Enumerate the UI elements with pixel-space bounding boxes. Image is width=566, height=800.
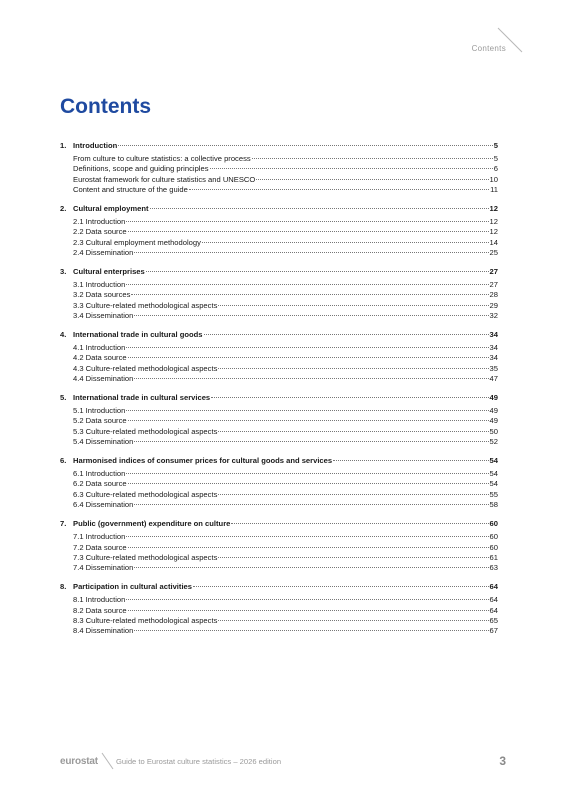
table-of-contents <box>60 141 498 645</box>
toc-chapter <box>60 393 498 447</box>
dot-leader <box>128 483 489 484</box>
section-title: 3.1 Introduction <box>73 280 126 290</box>
section-title: 3.4 Dissemination <box>73 310 134 320</box>
dot-leader <box>193 586 489 587</box>
section-title: 3.3 Culture-related methodological aspects <box>73 300 218 310</box>
toc-section-entry[interactable] <box>60 406 498 416</box>
toc-section-entry[interactable] <box>60 437 498 447</box>
section-page-number: 58 <box>489 499 498 509</box>
running-header: Contents <box>471 44 506 53</box>
chapter-title: Harmonised indices of consumer prices for cultural goods and services <box>73 456 333 466</box>
toc-section-entry[interactable] <box>60 364 498 374</box>
toc-section-entry[interactable] <box>60 626 498 636</box>
section-page-number: 60 <box>489 542 498 552</box>
section-title: 3.2 Data sources <box>73 290 131 300</box>
section-title: 2.1 Introduction <box>73 217 126 227</box>
section-title: 8.1 Introduction <box>73 595 126 605</box>
toc-section-entry[interactable] <box>60 343 498 353</box>
dot-leader <box>128 420 489 421</box>
toc-section-entry[interactable] <box>60 175 498 185</box>
section-title: Definitions, scope and guiding principles <box>73 164 209 174</box>
page-title: Contents <box>60 95 151 118</box>
section-title: 7.4 Dissemination <box>73 562 134 572</box>
chapter-number: 5. <box>60 393 67 403</box>
toc-section-entry[interactable] <box>60 553 498 563</box>
section-title: 5.3 Culture-related methodological aspects <box>73 426 218 436</box>
footer-slash-decoration <box>100 752 114 770</box>
chapter-page-number: 34 <box>489 330 498 340</box>
section-title: 6.3 Culture-related methodological aspects <box>73 489 218 499</box>
section-page-number: 27 <box>489 280 498 290</box>
dot-leader <box>131 294 488 295</box>
chapter-title: Public (government) expenditure on culture <box>73 519 231 529</box>
chapter-page-number: 12 <box>489 204 498 214</box>
dot-leader <box>252 158 493 159</box>
section-page-number: 34 <box>489 343 498 353</box>
toc-chapter <box>60 582 498 636</box>
toc-chapter <box>60 141 498 195</box>
section-page-number: 49 <box>489 416 498 426</box>
toc-chapter <box>60 519 498 573</box>
dot-leader <box>218 431 488 432</box>
section-title: 4.3 Culture-related methodological aspects <box>73 363 218 373</box>
toc-section-entry[interactable] <box>60 500 498 510</box>
toc-section-entry[interactable] <box>60 532 498 542</box>
toc-chapter-entry[interactable] <box>60 456 498 466</box>
dot-leader <box>134 567 488 568</box>
toc-chapter <box>60 204 498 258</box>
section-page-number: 32 <box>489 310 498 320</box>
section-title: 8.4 Dissemination <box>73 625 134 635</box>
toc-section-entry[interactable] <box>60 374 498 384</box>
section-title: 7.2 Data source <box>73 542 127 552</box>
chapter-number: 3. <box>60 267 67 277</box>
section-title: 6.2 Data source <box>73 479 127 489</box>
section-page-number: 35 <box>489 363 498 373</box>
section-page-number: 67 <box>489 625 498 635</box>
chapter-title: Cultural employment <box>73 204 149 214</box>
dot-leader <box>134 315 488 316</box>
section-page-number: 25 <box>489 247 498 257</box>
section-page-number: 47 <box>489 373 498 383</box>
section-page-number: 14 <box>489 237 498 247</box>
toc-section-entry[interactable] <box>60 616 498 626</box>
section-title: 2.3 Cultural employment methodology <box>73 237 201 247</box>
dot-leader <box>134 441 488 442</box>
chapter-page-number: 64 <box>489 582 498 592</box>
section-page-number: 12 <box>489 227 498 237</box>
dot-leader <box>333 460 488 461</box>
toc-section-entry[interactable] <box>60 164 498 174</box>
chapter-title: International trade in cultural goods <box>73 330 203 340</box>
section-page-number: 10 <box>489 174 498 184</box>
section-page-number: 65 <box>489 615 498 625</box>
section-page-number: 49 <box>489 406 498 416</box>
section-page-number: 54 <box>489 469 498 479</box>
dot-leader <box>134 378 488 379</box>
toc-chapter-entry[interactable] <box>60 330 498 340</box>
section-title: Eurostat framework for culture statistics and UNESCO <box>73 174 256 184</box>
dot-leader <box>146 271 489 272</box>
toc-section-entry[interactable] <box>60 353 498 363</box>
dot-leader <box>218 620 488 621</box>
toc-section-entry[interactable] <box>60 606 498 616</box>
chapter-number: 8. <box>60 582 67 592</box>
dot-leader <box>126 410 488 411</box>
toc-section-entry[interactable] <box>60 301 498 311</box>
dot-leader <box>218 557 488 558</box>
section-title: 5.1 Introduction <box>73 406 126 416</box>
section-title: 6.4 Dissemination <box>73 499 134 509</box>
chapter-number: 6. <box>60 456 67 466</box>
toc-chapter <box>60 330 498 384</box>
dot-leader <box>118 145 492 146</box>
chapter-number: 7. <box>60 519 67 529</box>
chapter-number: 2. <box>60 204 67 214</box>
section-title: 8.2 Data source <box>73 605 127 615</box>
dot-leader <box>211 397 488 398</box>
publication-title: Guide to Eurostat culture statistics – 2026 edition <box>116 757 282 766</box>
section-title: 4.2 Data source <box>73 353 127 363</box>
chapter-title: Cultural enterprises <box>73 267 145 277</box>
dot-leader <box>231 523 488 524</box>
dot-leader <box>134 504 488 505</box>
section-title: 2.2 Data source <box>73 227 127 237</box>
section-title: 4.1 Introduction <box>73 343 126 353</box>
dot-leader <box>128 547 489 548</box>
section-page-number: 52 <box>489 436 498 446</box>
toc-section-entry[interactable] <box>60 185 498 195</box>
toc-chapter <box>60 267 498 321</box>
section-title: 4.4 Dissemination <box>73 373 134 383</box>
chapter-number: 4. <box>60 330 67 340</box>
dot-leader <box>126 284 488 285</box>
dot-leader <box>128 231 489 232</box>
toc-chapter-entry[interactable] <box>60 519 498 529</box>
dot-leader <box>126 473 488 474</box>
section-page-number: 54 <box>489 479 498 489</box>
chapter-page-number: 49 <box>489 393 498 403</box>
chapter-number: 1. <box>60 141 67 150</box>
dot-leader <box>210 168 493 169</box>
dot-leader <box>256 179 488 180</box>
section-page-number: 12 <box>489 217 498 227</box>
section-title: 5.2 Data source <box>73 416 127 426</box>
section-title: 7.1 Introduction <box>73 532 126 542</box>
toc-section-entry[interactable] <box>60 154 498 164</box>
toc-chapter-entry[interactable] <box>60 393 498 403</box>
section-title: 8.3 Culture-related methodological aspects <box>73 615 218 625</box>
section-title: 2.4 Dissemination <box>73 247 134 257</box>
section-page-number: 34 <box>489 353 498 363</box>
toc-section-entry[interactable] <box>60 563 498 573</box>
section-page-number: 6 <box>493 164 498 174</box>
toc-section-entry[interactable] <box>60 416 498 426</box>
section-title: 5.4 Dissemination <box>73 436 134 446</box>
toc-chapter-entry[interactable] <box>60 582 498 592</box>
page-number: 3 <box>499 754 506 768</box>
toc-section-entry[interactable] <box>60 427 498 437</box>
section-page-number: 64 <box>489 595 498 605</box>
dot-leader <box>202 242 489 243</box>
toc-section-entry[interactable] <box>60 595 498 605</box>
section-page-number: 55 <box>489 489 498 499</box>
chapter-page-number: 54 <box>489 456 498 466</box>
section-page-number: 64 <box>489 605 498 615</box>
section-page-number: 29 <box>489 300 498 310</box>
dot-leader <box>218 494 488 495</box>
toc-section-entry[interactable] <box>60 543 498 553</box>
toc-section-entry[interactable] <box>60 290 498 300</box>
chapter-page-number: 27 <box>489 267 498 277</box>
section-page-number: 11 <box>490 184 498 194</box>
dot-leader <box>204 334 489 335</box>
dot-leader <box>128 357 489 358</box>
section-page-number: 60 <box>489 532 498 542</box>
section-page-number: 61 <box>489 552 498 562</box>
dot-leader <box>218 368 488 369</box>
dot-leader <box>134 630 488 631</box>
section-page-number: 28 <box>489 290 498 300</box>
dot-leader <box>134 252 488 253</box>
toc-section-entry[interactable] <box>60 469 498 479</box>
chapter-title: International trade in cultural services <box>73 393 211 403</box>
section-title: 6.1 Introduction <box>73 469 126 479</box>
section-page-number: 5 <box>493 154 498 164</box>
section-page-number: 50 <box>489 426 498 436</box>
page-footer <box>60 752 506 772</box>
dot-leader <box>189 189 489 190</box>
toc-section-entry[interactable] <box>60 238 498 248</box>
dot-leader <box>150 208 489 209</box>
chapter-title: Participation in cultural activities <box>73 582 193 592</box>
toc-section-entry[interactable] <box>60 217 498 227</box>
toc-section-entry[interactable] <box>60 479 498 489</box>
toc-chapter-entry[interactable] <box>60 267 498 277</box>
chapter-page-number: 5 <box>493 141 498 150</box>
dot-leader <box>126 536 488 537</box>
section-page-number: 63 <box>489 562 498 572</box>
toc-section-entry[interactable] <box>60 490 498 500</box>
toc-chapter-entry[interactable] <box>60 141 498 151</box>
toc-section-entry[interactable] <box>60 227 498 237</box>
section-title: 7.3 Culture-related methodological aspects <box>73 552 218 562</box>
toc-chapter <box>60 456 498 510</box>
dot-leader <box>218 305 488 306</box>
dot-leader <box>126 347 488 348</box>
dot-leader <box>128 610 489 611</box>
chapter-page-number: 60 <box>489 519 498 529</box>
eurostat-logo: eurostat <box>60 756 98 767</box>
chapter-title: Introduction <box>73 141 118 150</box>
dot-leader <box>126 221 488 222</box>
section-title: From culture to culture statistics: a collective process <box>73 154 251 164</box>
toc-section-entry[interactable] <box>60 248 498 258</box>
toc-chapter-entry[interactable] <box>60 204 498 214</box>
section-title: Content and structure of the guide <box>73 184 188 194</box>
dot-leader <box>126 599 488 600</box>
toc-section-entry[interactable] <box>60 311 498 321</box>
toc-section-entry[interactable] <box>60 280 498 290</box>
